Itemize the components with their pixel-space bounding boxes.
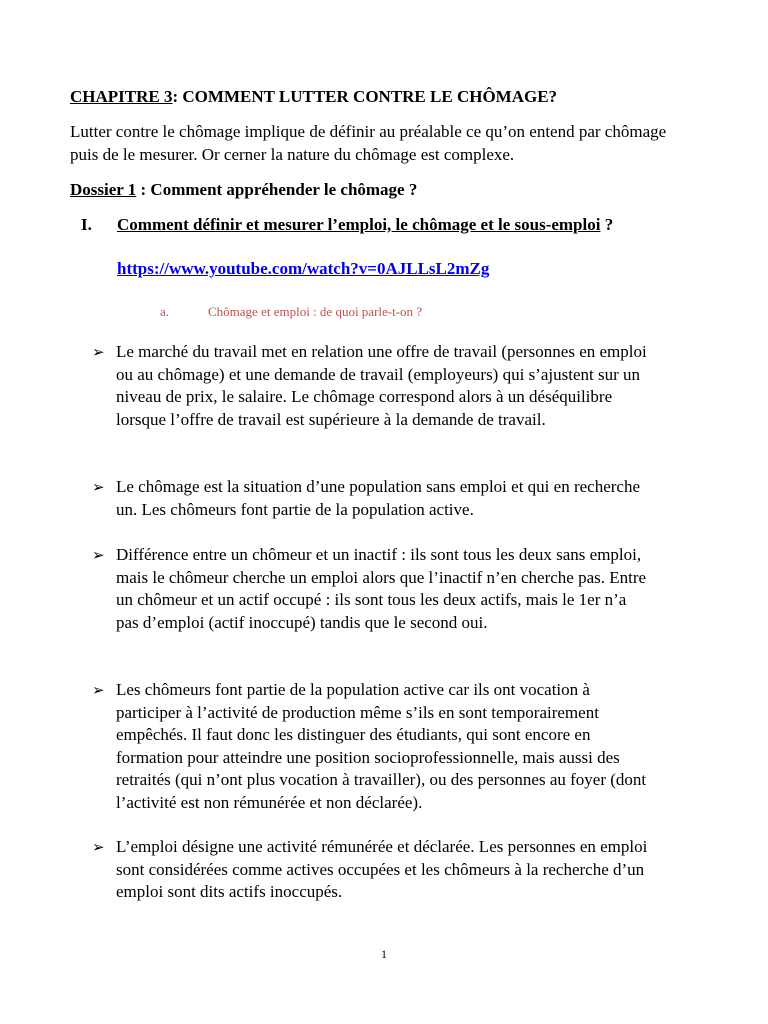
page-number: 1: [381, 947, 387, 961]
arrow-bullet-icon: ➢: [92, 546, 105, 564]
subsection-letter: a.: [160, 304, 170, 319]
arrow-bullet-icon: ➢: [92, 343, 105, 361]
arrow-bullet-icon: ➢: [92, 681, 105, 699]
arrow-bullet-icon: ➢: [92, 478, 105, 496]
bullet-item: [92, 476, 662, 521]
section-suffix: ?: [600, 215, 614, 234]
subsection-title: Chômage et emploi : de quoi parle-t-on ?: [208, 304, 423, 319]
bullet-text: Différence entre un chômeur et un inactif : ils sont tous les deux sans emploi, mais le chômeur cherche un emploi alors que l’inactif n’en cherche pas. Entre un chômeur et un actif occupé : ils sont tous les deux actifs, mais le 1er n’a pas d’emploi (actif inoccupé) tandis que le second oui.: [116, 545, 647, 632]
section-title: Comment définir et mesurer l’emploi, le chômage et le sous-emploi: [117, 215, 601, 234]
youtube-link[interactable]: https://www.youtube.com/watch?v=0AJLLsL2mZg: [117, 259, 490, 278]
subsection-heading: [160, 303, 422, 321]
section-heading: [81, 214, 721, 236]
dossier-title: : Comment appréhender le chômage ?: [136, 180, 418, 199]
intro-paragraph: Lutter contre le chômage implique de définir au préalable ce qu’on entend par chômage puis de le mesurer. Or cerner la nature du chômage est complexe.: [70, 122, 667, 164]
bullet-text: Le chômage est la situation d’une population sans emploi et qui en recherche un. Les chômeurs font partie de la population active.: [116, 477, 640, 519]
arrow-bullet-icon: ➢: [92, 838, 105, 856]
section-number: I.: [81, 215, 92, 234]
chapter-title: : COMMENT LUTTER CONTRE LE CHÔMAGE?: [172, 87, 558, 106]
bullet-text: L’emploi désigne une activité rémunérée et déclarée. Les personnes en emploi sont considérées comme actives occupées et les chômeurs à la recherche d’un emploi sont dits actifs inoccupés.: [116, 837, 648, 901]
dossier-label: Dossier 1: [70, 180, 137, 199]
bullet-item: [92, 836, 662, 904]
dossier-heading: [70, 179, 710, 201]
bullet-text: Les chômeurs font partie de la population active car ils ont vocation à participer à l’activité de production même s’ils en sont temporairement empêchés. Il faut donc les distinguer des étudiants, qui sont encore en formation pour atteindre une position socioprofessionnelle, mais aussi des retraités (qui n’ont plus vocation à travailler), ou des personnes au foyer (dont l’activité est non rémunérée et non déclarée).: [116, 680, 647, 812]
bullet-item: [92, 679, 662, 814]
chapter-heading: [70, 86, 710, 108]
chapter-label: CHAPITRE 3: [70, 87, 173, 106]
bullet-item: [92, 341, 662, 431]
bullet-item: [92, 544, 662, 634]
bullet-text: Le marché du travail met en relation une offre de travail (personnes en emploi ou au chômage) et une demande de travail (employeurs) qui s’ajustent sur un niveau de prix, le salaire. Le chômage correspond alors à un déséquilibre lorsque l’offre de travail est supérieure à la demande de travail.: [116, 342, 647, 429]
